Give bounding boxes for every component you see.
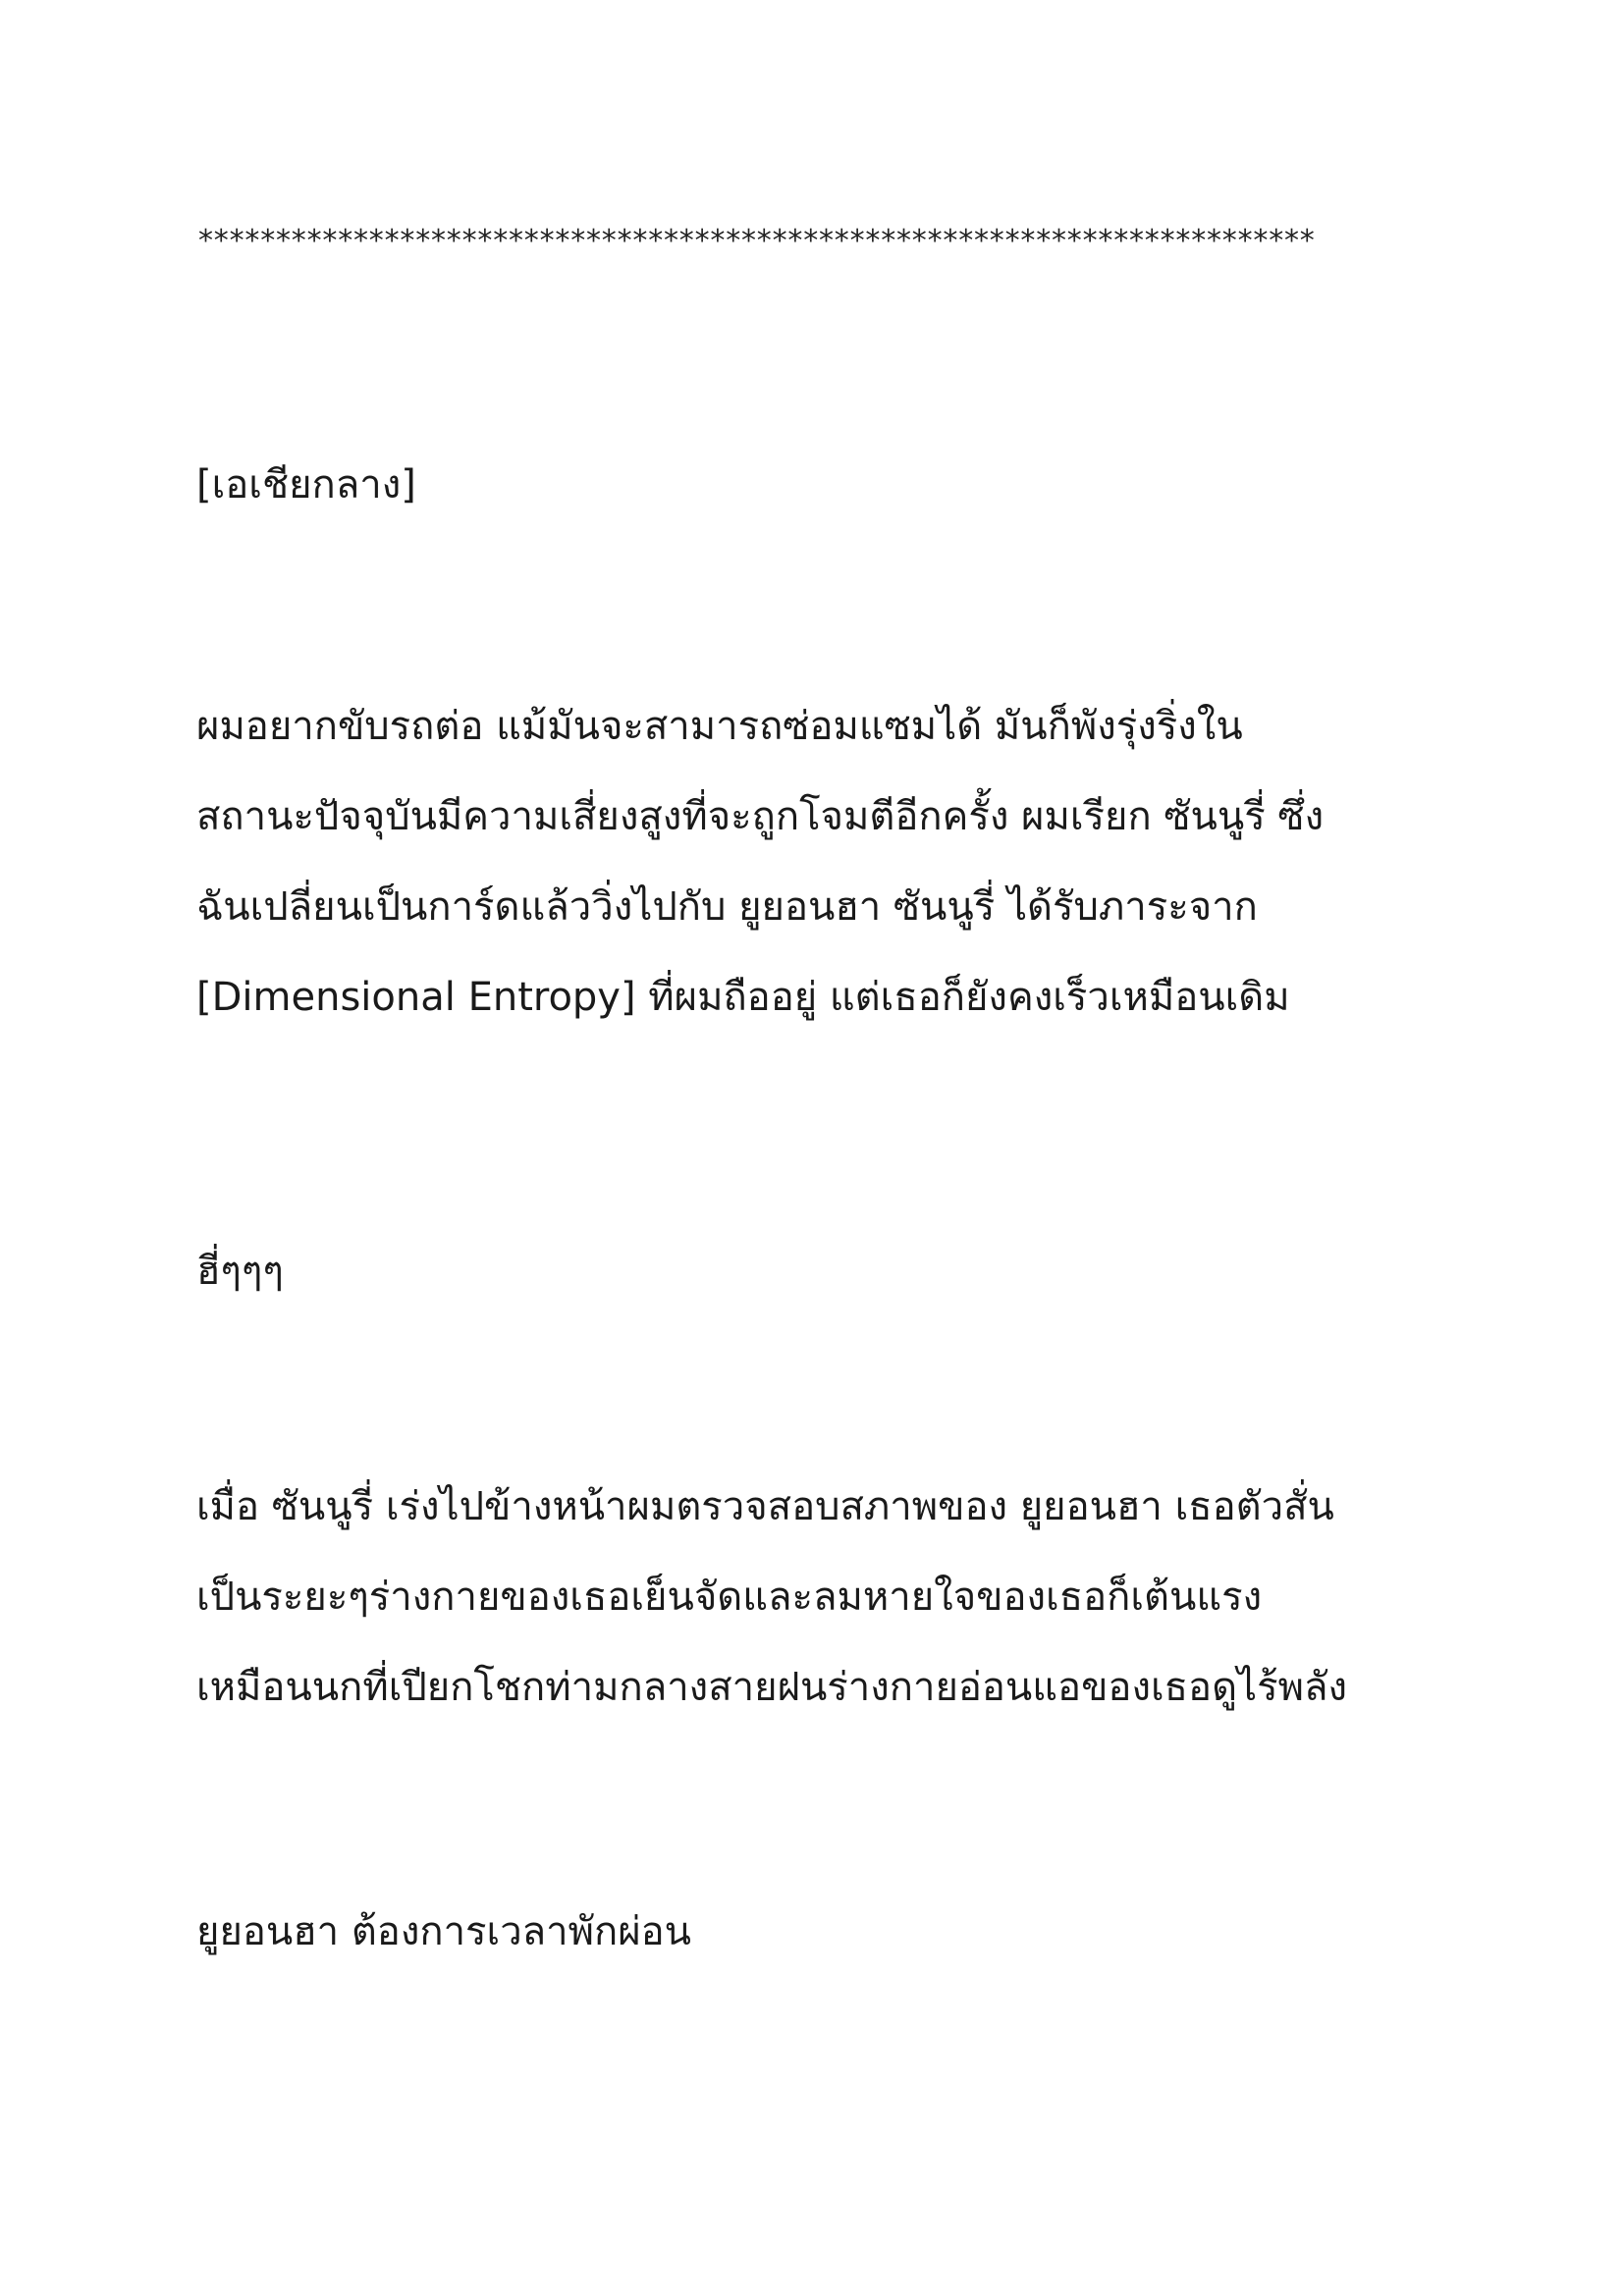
paragraph-3-line-1: เมื่อ ซันนูรี่ เร่งไปข้างหน้าผมตรวจสอบสภาพของ ยูยอนฮา เธอตัวสั่น [196,1484,1334,1529]
separator-line: ************************************************************************ [198,224,1316,258]
paragraph-2-line-1: ฮี่ๆๆๆ [196,1249,284,1294]
paragraph-1-line-3: ฉันเปลี่ยนเป็นการ์ดแล้ววิ่งไปกับ ยูยอนฮา ซันนูรี่ ได้รับภาระจาก [196,884,1258,930]
paragraph-1-line-4: [Dimensional Entropy] ที่ผมถืออยู่ แต่เธอก็ยังคงเร็วเหมือนเดิม [196,975,1290,1020]
section-heading: [เอเชียกลาง] [196,462,416,507]
paragraph-1-line-2: สถานะปัจจุบันมีความเสี่ยงสูงที่จะถูกโจมตีอีกครั้ง ผมเรียก ซันนูรี่ ซึ่ง [196,794,1325,839]
paragraph-3-line-2: เป็นระยะๆร่างกายของเธอเย็นจัดและลมหายใจของเธอก็เต้นแรง [196,1575,1263,1620]
paragraph-1-line-1: ผมอยากขับรถต่อ แม้มันจะสามารถซ่อมแซมได้ มันก็พังรุ่งริ่งใน [196,704,1243,749]
paragraph-4-line-1: ยูยอนฮา ต้องการเวลาพักผ่อน [196,1909,692,1954]
paragraph-3-line-3: เหมือนนกที่เปียกโชกท่ามกลางสายฝนร่างกายอ่อนแอของเธอดูไร้พลัง [196,1665,1348,1710]
